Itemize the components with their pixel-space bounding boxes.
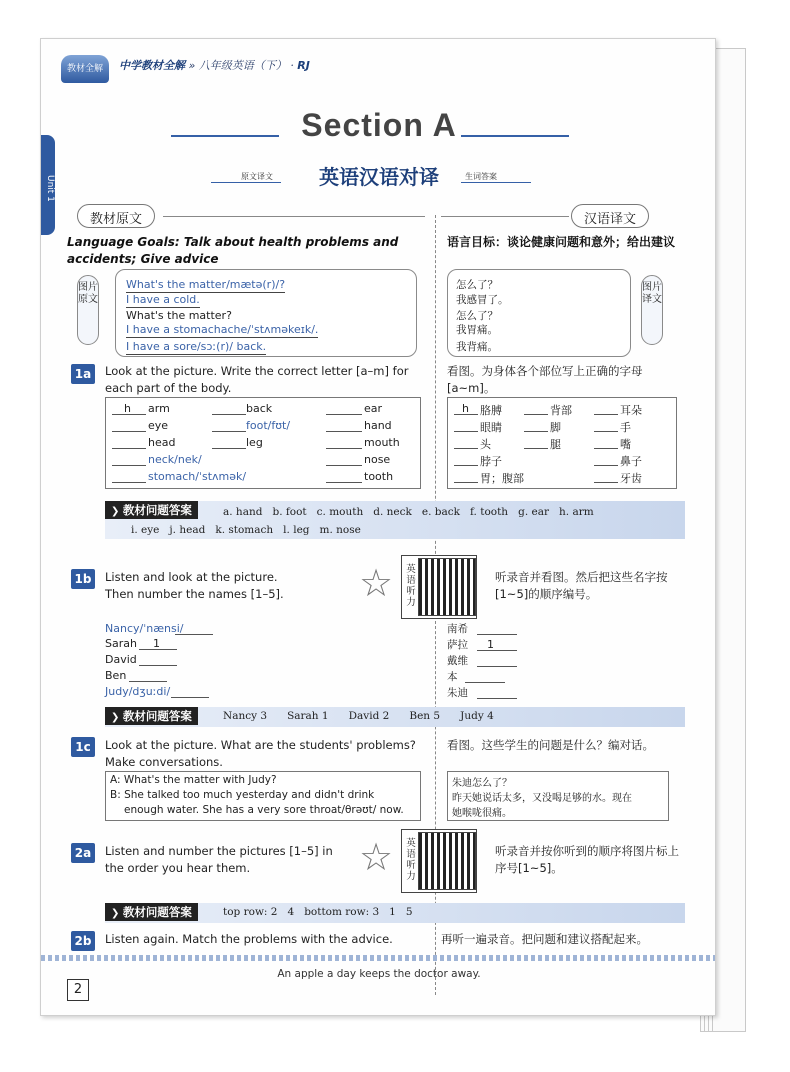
exercise-2a-instruction-cn: 听录音并按你听到的顺序将图片标上序号[1~5]。 bbox=[495, 844, 679, 875]
exercise-1b-instruction-cn: 听录音并看图。然后把这些名字按[1~5]的顺序编号。 bbox=[495, 570, 668, 601]
exercise-number-2b: 2b bbox=[71, 931, 95, 951]
tag-right: 生词答案 bbox=[465, 172, 497, 181]
name-number: 1 bbox=[487, 638, 494, 651]
exercise-number-1b: 1b bbox=[71, 569, 95, 589]
cell: eye bbox=[148, 419, 169, 432]
dialog-line: What's the matter? bbox=[126, 309, 232, 322]
cell: foot/fʊt/ bbox=[246, 419, 291, 432]
unit-side-tab: Unit 1 bbox=[41, 135, 55, 235]
cell: 脖子 bbox=[480, 455, 502, 468]
book-emblem: 教材全解 bbox=[61, 55, 109, 83]
listening-label: 英语听力 bbox=[406, 564, 416, 608]
dialog-line: 朱迪怎么了？ bbox=[452, 778, 512, 789]
section-title: Section A bbox=[301, 107, 457, 143]
star-mascot-icon: ☆ bbox=[358, 835, 394, 879]
answer-label: ❯ 教材问题答案 bbox=[105, 903, 198, 921]
picture-label-en: 图片原文 bbox=[77, 275, 99, 345]
name-item: Nancy/ˈnænsi/ bbox=[105, 622, 184, 635]
cell: 腿 bbox=[550, 438, 561, 451]
body-parts-table-cn bbox=[447, 397, 677, 489]
listening-label: 英语听力 bbox=[406, 838, 416, 882]
col-left-label: 教材原文 bbox=[77, 204, 155, 228]
cell: 胳膊 bbox=[480, 404, 502, 417]
cell: 眼睛 bbox=[480, 421, 502, 434]
answer: Nancy 3 Sarah 1 David 2 Ben 5 Judy 4 bbox=[223, 710, 494, 722]
answer-letter: h bbox=[124, 402, 131, 415]
cell: neck/nek/ bbox=[148, 453, 202, 466]
exercise-2a-instruction: Listen and number the pictures [1–5] in the order you hear them. bbox=[105, 844, 333, 875]
name-item: Judy/dʒuːdi/ bbox=[105, 685, 171, 698]
answer-label: ❯ 教材问题答案 bbox=[105, 501, 198, 519]
dialog-line: I have a cold. bbox=[126, 293, 200, 306]
cell: back bbox=[246, 402, 273, 415]
name-item-cn: 戴维 bbox=[447, 655, 468, 667]
exercise-2b-instruction: Listen again. Match the problems with the advice. bbox=[105, 932, 393, 946]
dialog-line: I have a sore/sɔː(r)/ back. bbox=[126, 340, 267, 353]
cell: 胃；腹部 bbox=[480, 472, 524, 485]
name-item: Sarah bbox=[105, 637, 137, 650]
cell: mouth bbox=[364, 436, 400, 449]
tag-left: 原文译文 bbox=[241, 172, 273, 181]
dialog-line: 怎么了？ bbox=[456, 279, 498, 291]
answer-label: ❯ 教材问题答案 bbox=[105, 707, 198, 725]
star-mascot-icon: ☆ bbox=[358, 561, 394, 605]
dialog-line: 她喉咙很痛。 bbox=[452, 808, 512, 819]
cell: stomach/ˈstʌmək/ bbox=[148, 470, 247, 483]
goals-en: Language Goals: Talk about health problems and accidents; Give advice bbox=[67, 235, 399, 266]
cell: ear bbox=[364, 402, 383, 415]
edition-label: RJ bbox=[297, 59, 310, 72]
cell: arm bbox=[148, 402, 170, 415]
answer: top row: 2 4 bottom row: 3 1 5 bbox=[223, 906, 413, 918]
name-item: David bbox=[105, 653, 137, 666]
picture-dialog-en bbox=[115, 269, 417, 357]
exercise-1c-instruction-cn: 看图。这些学生的问题是什么？编对话。 bbox=[447, 738, 654, 752]
name-item: Ben bbox=[105, 669, 127, 682]
dialog-line: A: What's the matter with Judy? bbox=[110, 774, 277, 786]
dialog-line: enough water. She has a very sore throat/θrəʊt/ now. bbox=[124, 804, 404, 816]
exercise-number-2a: 2a bbox=[71, 843, 95, 863]
cell: 嘴 bbox=[620, 438, 631, 451]
name-item-cn: 萨拉 bbox=[447, 639, 468, 651]
cell: 牙齿 bbox=[620, 472, 642, 485]
cell: 鼻子 bbox=[620, 455, 642, 468]
dialog-line: 昨天她说话太多，又没喝足够的水。现在 bbox=[452, 793, 632, 804]
footer-proverb: An apple a day keeps the doctor away. bbox=[277, 968, 481, 980]
name-number: 1 bbox=[153, 637, 160, 650]
subtitle: 英语汉语对译 bbox=[319, 165, 439, 189]
body-parts-table-en bbox=[105, 397, 421, 489]
dialog-line: I have a stomachache/ˈstʌməkeɪk/. bbox=[126, 323, 319, 336]
picture-dialog-cn bbox=[447, 269, 631, 357]
divider bbox=[163, 216, 425, 217]
grade-label: 八年级英语（下） bbox=[198, 59, 287, 72]
exercise-1a-instruction-cn: 看图。为身体各个部位写上正确的字母[a~m]。 bbox=[447, 364, 643, 395]
dialog-line: 怎么了？ bbox=[456, 310, 498, 322]
exercise-number-1c: 1c bbox=[71, 737, 95, 757]
running-header: 中学教材全解 » 八年级英语（下） · RJ bbox=[119, 59, 310, 72]
name-item-cn: 南希 bbox=[447, 623, 468, 635]
exercise-1c-instruction: Look at the picture. What are the students' problems? Make conversations. bbox=[105, 738, 416, 769]
qr-code-icon[interactable] bbox=[418, 832, 476, 890]
cell: 耳朵 bbox=[620, 404, 642, 417]
textbook-page bbox=[40, 38, 716, 1016]
name-item-cn: 本 bbox=[447, 671, 458, 683]
dialog-line: What's the matter/mætə(r)/? bbox=[126, 278, 286, 291]
dialog-line: 我感冒了。 bbox=[456, 294, 509, 306]
cell: leg bbox=[246, 436, 263, 449]
qr-code-box[interactable] bbox=[401, 829, 477, 893]
page-stack bbox=[712, 48, 746, 1032]
cell: 头 bbox=[480, 438, 491, 451]
dialog-box-en bbox=[105, 771, 421, 821]
divider bbox=[441, 216, 569, 217]
book-name: 中学教材全解 bbox=[119, 59, 185, 72]
name-item-cn: 朱迪 bbox=[447, 687, 468, 699]
cell: nose bbox=[364, 453, 391, 466]
exercise-1a-instruction: Look at the picture. Write the correct letter [a–m] for each part of the body. bbox=[105, 364, 409, 395]
answer: i. eye j. head k. stomach l. leg m. nose bbox=[131, 524, 361, 536]
cell: 背部 bbox=[550, 404, 572, 417]
dialog-line: B: She talked too much yesterday and didn't drink bbox=[110, 789, 375, 801]
cell: hand bbox=[364, 419, 392, 432]
picture-label-cn: 图片译文 bbox=[641, 275, 663, 345]
dialog-line: 我胃痛。 bbox=[456, 324, 498, 336]
answer-letter: h bbox=[462, 402, 469, 415]
goals-cn: 语言目标：谈论健康问题和意外；给出建议 bbox=[447, 235, 676, 249]
page-number: 2 bbox=[67, 979, 89, 1001]
col-right-label: 汉语译文 bbox=[571, 204, 649, 228]
qr-code-box[interactable] bbox=[401, 555, 477, 619]
qr-code-icon[interactable] bbox=[418, 558, 476, 616]
exercise-1b-instruction: Listen and look at the picture. Then number the names [1–5]. bbox=[105, 570, 284, 601]
dialog-box-cn bbox=[447, 771, 669, 821]
cell: 手 bbox=[620, 421, 631, 434]
bottom-band bbox=[41, 955, 716, 961]
cell: head bbox=[148, 436, 176, 449]
exercise-number-1a: 1a bbox=[71, 364, 95, 384]
cell: tooth bbox=[364, 470, 394, 483]
cell: 脚 bbox=[550, 421, 561, 434]
dialog-line: 我背痛。 bbox=[456, 341, 498, 353]
answer: a. hand b. foot c. mouth d. neck e. back f. tooth g. ear h. arm bbox=[223, 506, 594, 518]
exercise-2b-instruction-cn: 再听一遍录音。把问题和建议搭配起来。 bbox=[441, 932, 648, 946]
